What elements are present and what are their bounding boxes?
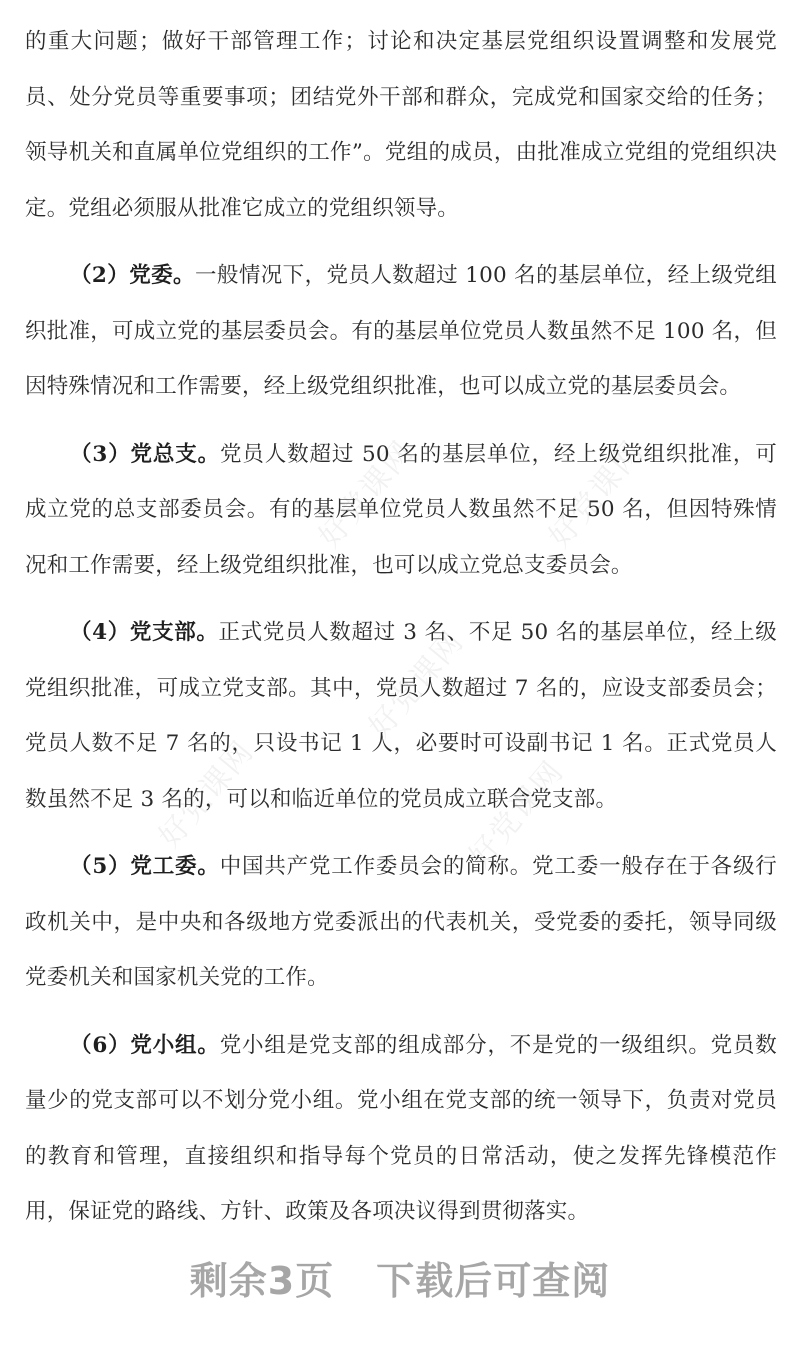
document-body — [25, 14, 777, 1252]
paragraph-text: 党小组是党支部的组成部分，不是党的一级组织。党员数量少的党支部可以不划分党小组。党小组在党支部的统一领导下，负责对党员的教育和管理，直接组织和指导每个党员的日常活动，使之发挥先锋模范作用，保证党的路线、方针、政策及各项决议得到贯彻落实。 — [25, 1032, 777, 1224]
paragraph-heading: （4）党支部。 — [70, 620, 219, 645]
paragraph-party-branch — [25, 605, 777, 827]
paragraph-general-branch — [25, 427, 777, 594]
paragraph-party-committee — [25, 248, 777, 415]
watermark: 好党课网 — [362, 623, 472, 745]
paragraph-heading: （3）党总支。 — [70, 441, 221, 467]
paragraph-text: 正式党员人数超过 3 名、不足 50 名的基层单位，经上级党组织批准，可成立党支部。其中，党员人数超过 7 名的，应设支部委员会；党员人数不足 7 名的，只设书记 1 人，必要时可设副书记 1 名。正式党员人数虽然不足 3 名的，可以和临近单位的党员成立联合党支部。 — [25, 620, 777, 812]
paragraph-continuation — [25, 14, 777, 236]
paragraph-party-group — [25, 1018, 777, 1240]
paragraph-heading: （5）党工委。 — [70, 854, 220, 879]
watermark: 好党课网 — [462, 753, 572, 875]
watermark: 好党课网 — [542, 433, 652, 555]
remaining-pages-label: 剩余3页 — [189, 1259, 335, 1303]
watermark: 好党课网 — [312, 433, 422, 555]
paragraph-text: 中国共产党工作委员会的简称。党工委一般存在于各级行政机关中，是中央和各级地方党委派出的代表机关，受党委的委托，领导同级党委机关和国家机关党的工作。 — [25, 854, 777, 990]
paragraph-working-committee — [25, 839, 777, 1006]
paragraph-heading: （6）党小组。 — [70, 1032, 220, 1058]
paragraph-text: 的重大问题；做好干部管理工作；讨论和决定基层党组织设置调整和发展党员、处分党员等重要事项；团结党外干部和群众，完成党和国家交给的任务；领导机关和直属单位党组织的工作”。党组的成员，由批准成立党组的党组织决定。党组必须服从批准它成立的党组织领导。 — [25, 29, 777, 221]
paragraph-text: 一般情况下，党员人数超过 100 名的基层单位，经上级党组织批准，可成立党的基层委员会。有的基层单位党员人数虽然不足 100 名，但因特殊情况和工作需要，经上级党组织批准，也可以成立党的基层委员会。 — [25, 263, 777, 399]
watermark: 好党课网 — [152, 733, 262, 855]
download-hint-label: 下载后可查阅 — [376, 1259, 611, 1303]
paragraph-heading: （2）党委。 — [70, 263, 195, 288]
download-prompt[interactable] — [0, 1250, 800, 1305]
paragraph-text: 党员人数超过 50 名的基层单位，经上级党组织批准，可成立党的总支部委员会。有的基层单位党员人数虽然不足 50 名，但因特殊情况和工作需要，经上级党组织批准，也可以成立党总支委员会。 — [25, 441, 777, 578]
